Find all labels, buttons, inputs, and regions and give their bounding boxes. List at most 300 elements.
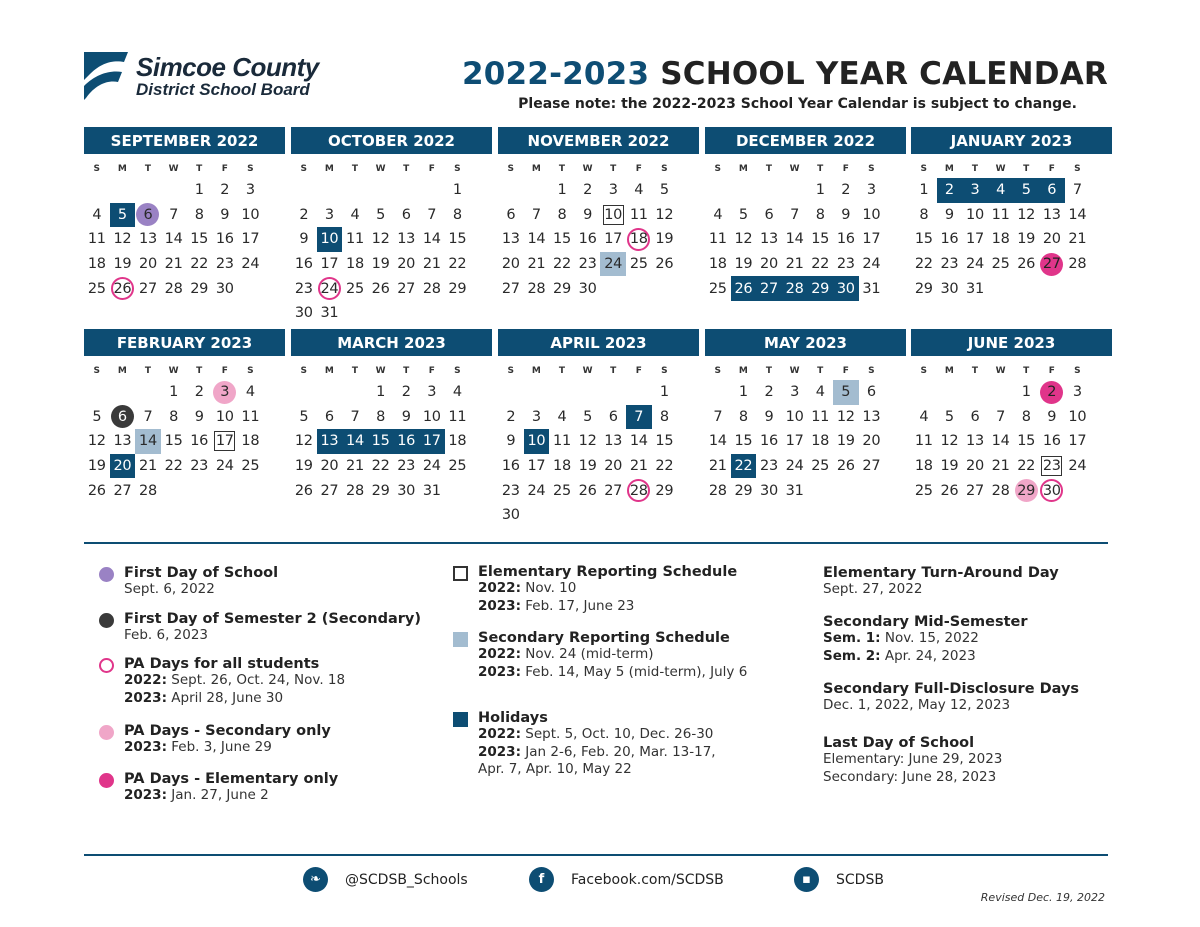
legend-item: [823, 614, 1028, 665]
calendar-day: 16: [294, 256, 313, 273]
calendar-day: 21: [422, 256, 441, 273]
legend-line: [478, 598, 737, 616]
calendar-day: 16: [1042, 433, 1061, 450]
facebook-url: Facebook.com/SCDSB: [571, 871, 724, 888]
youtube-icon: ▪: [794, 867, 819, 892]
calendar-day: 29: [190, 280, 209, 297]
calendar-day: 18: [87, 256, 106, 273]
month-calendar: [498, 329, 699, 528]
legend-dates: Nov. 10: [520, 580, 577, 596]
calendar-day: 4: [919, 408, 929, 425]
calendar-day: 31: [966, 280, 984, 297]
calendar-day: 25: [553, 482, 571, 499]
calendar-day: 10: [862, 206, 881, 223]
calendar-day: 26: [87, 482, 106, 499]
weekday-label: F: [842, 164, 849, 174]
calendar-day: 3: [866, 182, 876, 199]
calendar-day: 8: [919, 206, 929, 223]
calendar-day: 26: [110, 276, 136, 301]
calendar-day: 6: [970, 408, 980, 425]
twitter-link[interactable]: [303, 867, 468, 892]
calendar-day: 9: [583, 206, 593, 223]
weekday-row: [84, 366, 285, 380]
weekday-row: [498, 366, 699, 380]
calendar-empty-cell: [212, 478, 238, 503]
calendar-day: 19: [655, 231, 674, 248]
calendar-day: 27: [862, 458, 881, 475]
calendar-day: 13: [397, 231, 416, 248]
calendar-day: 8: [659, 408, 669, 425]
calendar-day: 13: [862, 408, 881, 425]
calendar-day: 27: [501, 280, 520, 297]
week-row: [911, 454, 1112, 479]
calendar-empty-cell: [135, 178, 161, 203]
calendar-day: 20: [604, 458, 623, 475]
week-row: [705, 276, 906, 301]
title-rest: SCHOOL YEAR CALENDAR: [660, 56, 1108, 92]
week-row: [498, 203, 699, 228]
month-header: OCTOBER 2022: [291, 127, 492, 154]
weekday-row: [705, 366, 906, 380]
weekday-label: F: [428, 366, 435, 376]
week-row: [498, 405, 699, 430]
calendar-empty-cell: [186, 478, 212, 503]
calendar-day: 18: [241, 433, 260, 450]
calendar-day: 7: [169, 206, 179, 223]
calendar-day: 9: [220, 206, 230, 223]
week-row: [911, 203, 1112, 228]
calendar-empty-cell: [626, 380, 652, 405]
legend-dates: Nov. 15, 2022: [880, 630, 979, 646]
calendar-day: 5: [944, 408, 954, 425]
calendar-day: 10: [604, 206, 623, 223]
calendar-day: 11: [629, 206, 648, 223]
weekday-label: T: [765, 164, 773, 174]
calendar-day: 22: [731, 454, 757, 479]
weekday-label: W: [995, 366, 1006, 376]
weekday-row: [911, 164, 1112, 178]
calendar-day: 9: [841, 206, 851, 223]
weekday-label: M: [531, 164, 541, 174]
legend-year-label: Sem. 1:: [823, 630, 881, 646]
calendar-empty-cell: [1013, 276, 1039, 301]
calendar-day: 20: [320, 458, 339, 475]
week-row: [291, 478, 492, 503]
legend-item: [823, 735, 1002, 786]
calendar-day: 25: [708, 280, 727, 297]
calendar-day: 23: [397, 458, 416, 475]
calendar-empty-cell: [317, 178, 343, 203]
legend-year-label: 2022:: [478, 726, 521, 742]
calendar-day: 23: [190, 458, 209, 475]
calendar-day: 28: [1068, 256, 1087, 273]
calendar-day: 14: [135, 429, 161, 454]
calendar-empty-cell: [600, 276, 626, 301]
week-row: [911, 380, 1112, 405]
calendar-day: 29: [1013, 478, 1039, 503]
calendar-day: 28: [422, 280, 441, 297]
calendar-day: 30: [578, 280, 597, 297]
calendar-empty-cell: [705, 380, 731, 405]
calendar-day: 10: [215, 408, 234, 425]
calendar-day: 16: [940, 231, 959, 248]
calendar-day: 5: [738, 206, 748, 223]
calendar-day: 8: [452, 206, 462, 223]
calendar-day: 30: [215, 280, 234, 297]
weekday-row: [291, 164, 492, 178]
calendar-empty-cell: [1065, 478, 1091, 503]
calendar-empty-cell: [445, 478, 471, 503]
calendar-day: 20: [110, 454, 136, 479]
calendar-day: 2: [194, 384, 204, 401]
calendar-day: 28: [527, 280, 546, 297]
calendar-day: 7: [790, 206, 800, 223]
calendar-day: 29: [655, 482, 674, 499]
calendar-day: 2: [1039, 380, 1065, 405]
month-header: FEBRUARY 2023: [84, 329, 285, 356]
calendar-day: 3: [1072, 384, 1082, 401]
legend-title: PA Days for all students: [124, 656, 320, 672]
logo-text-line2: District School Board: [136, 80, 310, 99]
calendar-day: 11: [553, 433, 571, 450]
calendar-empty-cell: [988, 380, 1014, 405]
weekday-label: F: [221, 164, 228, 174]
month-header: JANUARY 2023: [911, 127, 1112, 154]
semester2-swatch: [99, 613, 114, 628]
calendar-day: 15: [448, 231, 467, 248]
weekday-label: F: [428, 164, 435, 174]
legend-year-label: 2023:: [478, 743, 521, 760]
calendar-day: 24: [1068, 458, 1087, 475]
calendar-day: 4: [713, 206, 723, 223]
calendar-day: 14: [342, 429, 368, 454]
calendar-day: 12: [87, 433, 106, 450]
calendar-day: 24: [422, 458, 441, 475]
week-row: [911, 429, 1112, 454]
weekday-label: S: [868, 164, 875, 174]
calendar-day: 23: [294, 280, 313, 297]
calendar-day: 10: [1068, 408, 1087, 425]
calendar-empty-cell: [445, 301, 471, 326]
week-row: [498, 503, 699, 528]
weekday-label: F: [221, 366, 228, 376]
legend-dates: Apr. 24, 2023: [880, 647, 976, 664]
calendar-day: 6: [506, 206, 516, 223]
legend-year-label: Sem. 2:: [823, 647, 881, 664]
weekday-label: T: [144, 366, 152, 376]
calendar-day: 12: [836, 408, 855, 425]
week-row: [498, 276, 699, 301]
calendar-day: 26: [940, 482, 959, 499]
calendar-day: 21: [527, 256, 546, 273]
calendar-day: 22: [371, 458, 390, 475]
calendar-day: 20: [1042, 231, 1061, 248]
calendar-day: 28: [626, 478, 652, 503]
calendar-day: 2: [764, 384, 774, 401]
calendar-day: 12: [734, 231, 753, 248]
legend-item: [124, 611, 421, 645]
week-row: [498, 178, 699, 203]
weekday-label: T: [610, 366, 617, 376]
weekday-row: [705, 164, 906, 178]
calendar-day: 24: [862, 256, 881, 273]
calendar-day: 12: [578, 433, 597, 450]
calendar-day: 2: [841, 182, 851, 199]
weekday-label: S: [661, 164, 668, 174]
weekday-label: S: [247, 164, 254, 174]
week-row: [705, 203, 906, 228]
calendar-empty-cell: [705, 178, 731, 203]
calendar-day: 24: [600, 252, 626, 277]
week-row: [84, 478, 285, 503]
calendar-day: 25: [346, 280, 364, 297]
weekday-label: T: [351, 164, 359, 174]
legend-line: [478, 744, 716, 762]
week-row: [705, 454, 906, 479]
facebook-link[interactable]: [529, 867, 724, 892]
calendar-empty-cell: [342, 301, 368, 326]
calendar-day: 7: [427, 206, 437, 223]
calendar-empty-cell: [524, 178, 550, 203]
calendar-day: 9: [401, 408, 411, 425]
calendar-empty-cell: [419, 301, 445, 326]
calendar-empty-cell: [782, 178, 808, 203]
calendar-day: 11: [241, 408, 260, 425]
weekday-label: F: [1048, 164, 1055, 174]
calendar-empty-cell: [368, 301, 394, 326]
legend-title: Secondary Full-Disclosure Days: [823, 681, 1080, 697]
legend-item: [124, 565, 278, 599]
weekday-label: W: [995, 164, 1006, 174]
youtube-link[interactable]: [794, 867, 884, 892]
calendar-day: 30: [1039, 478, 1065, 503]
youtube-name: SCDSB: [836, 871, 884, 888]
week-row: [291, 252, 492, 277]
calendar-day: 1: [452, 182, 462, 199]
twitter-icon: ❧: [303, 867, 328, 892]
calendar-day: 14: [991, 433, 1010, 450]
calendar-day: 30: [501, 507, 520, 524]
calendar-day: 27: [320, 482, 339, 499]
calendar-empty-cell: [135, 380, 161, 405]
calendar-empty-cell: [342, 178, 368, 203]
week-row: [84, 429, 285, 454]
weekday-label: T: [144, 164, 152, 174]
page-subtitle: Please note: the 2022-2023 School Year Calendar is subject to change.: [518, 96, 1077, 112]
calendar-day: 24: [966, 256, 984, 273]
calendar-day: 11: [87, 231, 106, 248]
legend-line: [124, 787, 338, 805]
weekday-row: [498, 164, 699, 178]
legend-dates: Secondary: June 28, 2023: [823, 768, 997, 785]
calendar-day: 9: [764, 408, 774, 425]
weekday-label: T: [1023, 164, 1030, 174]
calendar-day: 15: [1017, 433, 1036, 450]
calendar-empty-cell: [317, 380, 343, 405]
title-year: 2022-2023: [462, 56, 650, 92]
weekday-label: T: [765, 366, 773, 376]
calendar-day: 1: [557, 182, 567, 199]
legend-dates: Feb. 14, May 5 (mid-term), July 6: [520, 663, 748, 680]
calendar-empty-cell: [911, 380, 937, 405]
calendar-day: 8: [815, 206, 825, 223]
first-day-swatch: [99, 567, 114, 582]
week-row: [705, 252, 906, 277]
month-header: APRIL 2023: [498, 329, 699, 356]
calendar-day: 17: [527, 458, 546, 475]
calendar-day: 17: [1068, 433, 1087, 450]
calendar-day: 18: [991, 231, 1010, 248]
weekday-label: F: [635, 164, 642, 174]
calendar-day: 17: [320, 256, 339, 273]
calendar-day: 16: [760, 433, 778, 450]
calendar-day: 8: [169, 408, 179, 425]
calendar-day: 22: [164, 458, 183, 475]
calendar-day: 19: [371, 256, 390, 273]
calendar-day: 29: [448, 280, 467, 297]
calendar-day: 30: [940, 280, 959, 297]
calendar-day: 15: [914, 231, 933, 248]
calendar-day: 22: [1017, 458, 1036, 475]
calendar-day: 18: [708, 256, 727, 273]
legend-item: [478, 564, 737, 615]
calendar-day: 19: [578, 458, 597, 475]
legend-dates: Jan. 27, June 2: [166, 787, 269, 803]
calendar-day: 8: [557, 206, 567, 223]
week-row: [705, 178, 906, 203]
calendar-day: 9: [299, 231, 309, 248]
weekday-label: S: [454, 164, 461, 174]
week-row: [84, 380, 285, 405]
calendar-day: 23: [1042, 458, 1061, 475]
calendar-day: 4: [634, 182, 644, 199]
calendar-day: 1: [919, 182, 929, 199]
calendar-day: 9: [944, 206, 954, 223]
calendar-day: 8: [194, 206, 204, 223]
calendar-day: 23: [578, 256, 597, 273]
calendar-day: 18: [346, 256, 364, 273]
month-calendar: [911, 127, 1112, 301]
weekday-label: T: [558, 366, 566, 376]
calendar-day: 9: [1047, 408, 1057, 425]
legend-title: Secondary Mid-Semester: [823, 614, 1028, 630]
legend-dates: Feb. 6, 2023: [124, 627, 209, 643]
weekday-row: [84, 164, 285, 178]
calendar-day: 17: [604, 231, 623, 248]
calendar-day: 25: [448, 458, 467, 475]
legend-year-label: 2022:: [124, 672, 167, 688]
calendar-day: 28: [708, 482, 727, 499]
calendar-day: 19: [1017, 231, 1036, 248]
weekday-label: M: [738, 366, 748, 376]
legend-item: [823, 681, 1079, 715]
month-calendar: [291, 329, 492, 503]
weekday-label: W: [789, 164, 800, 174]
calendar-day: 30: [294, 305, 313, 322]
calendar-day: 5: [110, 203, 136, 228]
weekday-label: T: [1023, 366, 1030, 376]
legend-dates: Nov. 24 (mid-term): [520, 646, 654, 662]
legend-dates: Sept. 26, Oct. 24, Nov. 18: [166, 672, 346, 688]
elementary-report-swatch: [453, 566, 468, 581]
calendar-day: 5: [92, 408, 102, 425]
calendar-day: 14: [1068, 206, 1087, 223]
calendar-empty-cell: [549, 503, 575, 528]
pa-all-swatch: [99, 658, 114, 673]
weekday-label: M: [531, 366, 541, 376]
legend-item: [124, 771, 338, 805]
weekday-label: T: [610, 164, 617, 174]
weekday-label: T: [971, 164, 979, 174]
logo-text-line1: Simcoe County: [136, 52, 319, 82]
weekday-label: T: [817, 164, 824, 174]
weekday-label: T: [403, 164, 410, 174]
week-row: [291, 276, 492, 301]
calendar-day: 26: [836, 458, 855, 475]
weekday-row: [911, 366, 1112, 380]
calendar-day: 9: [194, 408, 204, 425]
calendar-day: 10: [422, 408, 441, 425]
calendar-day: 11: [708, 231, 727, 248]
week-row: [291, 429, 492, 454]
calendar-day: 30: [760, 482, 778, 499]
week-row: [291, 301, 492, 326]
calendar-day: 11: [811, 408, 830, 425]
calendar-empty-cell: [600, 503, 626, 528]
calendar-day: 27: [966, 482, 984, 499]
calendar-day: 26: [1017, 256, 1036, 273]
calendar-day: 8: [376, 408, 386, 425]
calendar-day: 23: [760, 458, 778, 475]
divider-top: [84, 542, 1108, 544]
weekday-label: S: [868, 366, 875, 376]
calendar-day: 1: [169, 384, 179, 401]
legend-line: [478, 726, 716, 744]
month-header: MARCH 2023: [291, 329, 492, 356]
weekday-label: W: [168, 164, 179, 174]
calendar-empty-cell: [161, 178, 187, 203]
calendar-empty-cell: [524, 503, 550, 528]
calendar-day: 28: [782, 276, 808, 301]
calendar-day: 29: [914, 280, 933, 297]
weekday-label: M: [117, 366, 127, 376]
weekday-label: M: [117, 164, 127, 174]
month-header: JUNE 2023: [911, 329, 1112, 356]
calendar-day: 29: [553, 280, 571, 297]
week-row: [498, 380, 699, 405]
month-calendar: [291, 127, 492, 326]
calendar-day: 31: [862, 280, 881, 297]
calendar-day: 21: [785, 256, 804, 273]
legend-year-label: 2023:: [124, 689, 167, 706]
legend-line: [478, 646, 747, 664]
calendar-day: 11: [914, 433, 933, 450]
legend-year-label: 2023:: [124, 739, 167, 755]
calendar-day: 6: [401, 206, 411, 223]
calendar-day: 3: [324, 206, 334, 223]
calendar-empty-cell: [962, 380, 988, 405]
calendar-day: 25: [914, 482, 933, 499]
calendar-day: 26: [294, 482, 313, 499]
calendar-day: 23: [501, 482, 520, 499]
calendar-day: 30: [833, 276, 859, 301]
calendar-empty-cell: [110, 178, 136, 203]
calendar-day: 17: [241, 231, 260, 248]
legend-line: [478, 761, 716, 779]
legend-line: [478, 580, 737, 598]
legend-line: [124, 672, 345, 690]
legend-title: Secondary Reporting Schedule: [478, 630, 730, 646]
